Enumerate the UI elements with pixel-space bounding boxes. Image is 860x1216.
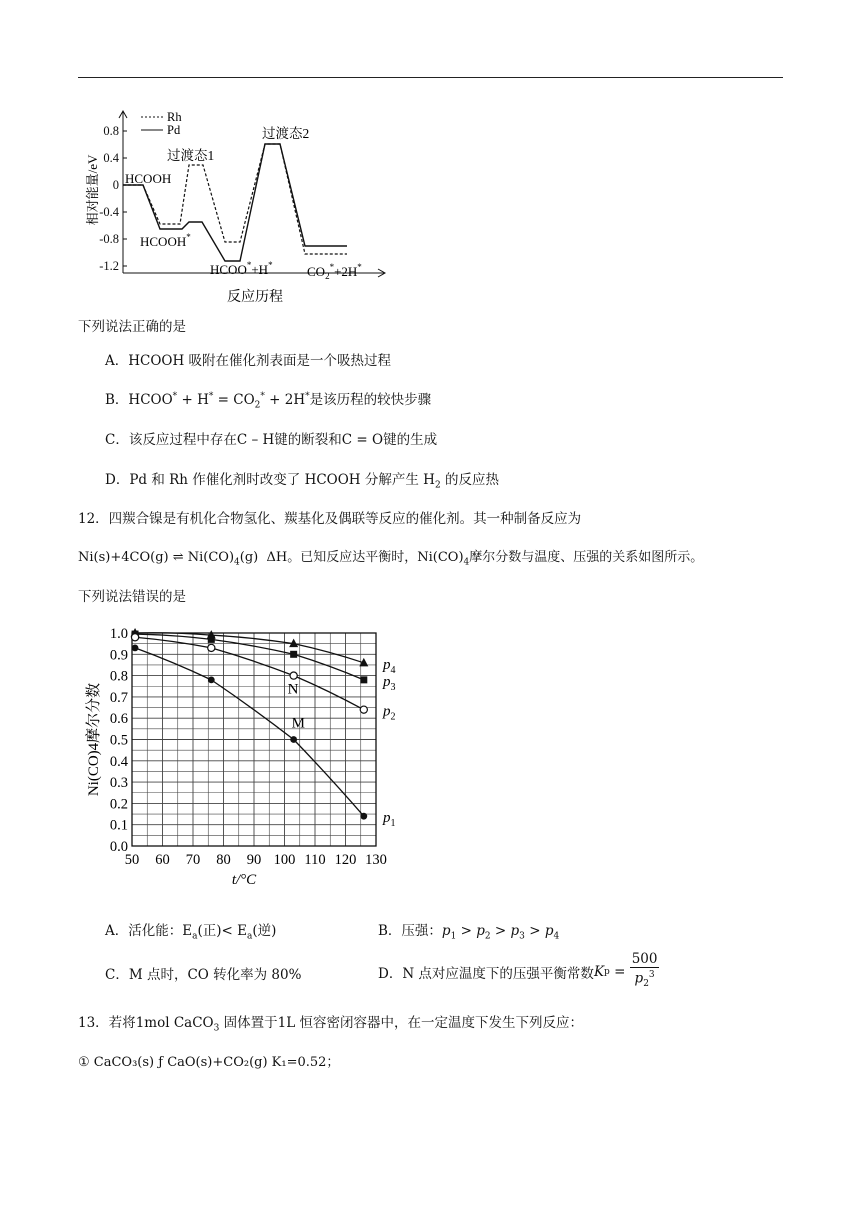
point-p3 — [360, 676, 367, 683]
label-co2-2h: $CO_2^*+2H^*$ — [307, 262, 362, 281]
q11-c-part3: 键的生成 — [383, 432, 438, 448]
point-p2 — [208, 644, 215, 651]
x-tick-label: 130 — [365, 852, 387, 868]
q12-d-part1: D．N 点对应温度下的压强平衡常数 — [378, 966, 594, 983]
q11-stem: 下列说法正确的是 — [78, 319, 186, 335]
q11-c-part1: C．该反应过程中存在 — [105, 432, 237, 448]
y-tick-label: 0.1 — [109, 817, 128, 834]
series-label-p4: $p_4$ — [383, 656, 396, 676]
q13-part2: 固体置于 — [223, 1015, 278, 1031]
series-line-p1 — [135, 648, 364, 816]
label-ts2: 过渡态2 — [262, 126, 310, 141]
q12-option-b[interactable]: B．压强：$p_1 > p_2 > p_3 > p_4$ — [378, 923, 560, 942]
q13-part1: 13．若将 — [78, 1015, 136, 1031]
ytick-neg0.4: -0.4 — [99, 205, 119, 219]
point-p2 — [360, 706, 367, 713]
q12-option-a[interactable]: A．活化能：$E_a$(正)< $E_a$(逆) — [105, 923, 277, 942]
ytick-0.8: 0.8 — [103, 124, 119, 138]
x-tick-label: 50 — [124, 852, 140, 868]
q11-option-a[interactable]: A．HCOOH 吸附在催化剂表面是一个吸热过程 — [105, 353, 392, 369]
point-p1 — [360, 813, 367, 820]
q11-option-c[interactable]: C．该反应过程中存在C – H键的断裂和C = O键的生成 — [105, 432, 438, 448]
x-tick-label: 100 — [273, 852, 296, 868]
point-p1 — [132, 645, 139, 652]
annotation-N: N — [287, 681, 299, 698]
y-tick-label: 1.0 — [109, 626, 128, 642]
point-p3 — [208, 636, 215, 643]
y-axis-label: Ni(CO)4摩尔分数 — [86, 682, 102, 797]
y-tick-label: 0.4 — [109, 753, 128, 770]
q12-line2: Ni(s)+4CO(g) ⇌ $Ni(CO)_4(g)$ ΔH。已知反应达平衡时，$Ni(CO)_4$摩尔分数与温度、压强的关系如图所示。 — [78, 550, 704, 568]
ytick-0: 0 — [112, 178, 119, 192]
q12-option-d[interactable]: D．N 点对应温度下的压强平衡常数Kp = $\frac{500}{p_2^3}$ — [378, 951, 658, 990]
label-hcoo-h: HCOO*+H* — [210, 260, 273, 277]
point-p2 — [290, 672, 297, 679]
y-tick-label: 0.7 — [109, 689, 128, 706]
label-hcooh: HCOOH — [125, 171, 172, 186]
y-tick-label: 0.6 — [109, 711, 128, 728]
series-line-p4 — [135, 633, 364, 663]
point-p2 — [131, 634, 138, 641]
annotation-M: M — [291, 715, 305, 732]
kp-numerator: 500 — [631, 951, 658, 967]
q12-line2-end: 摩尔分数与温度、压强的关系如图所示。 — [469, 550, 704, 565]
q13-line1: 13．若将1mol CaCO$_3$ 固体置于1L 恒容密闭容器中，在一定温度下发生下列反应： — [78, 1015, 583, 1034]
label-ts1: 过渡态1 — [167, 148, 215, 163]
energy-ylabel: 相对能量/eV — [85, 154, 100, 226]
energy-xlabel: 反应历程 — [227, 290, 283, 305]
label-hcooh-ads: HCOOH* — [140, 232, 191, 249]
q12-stem: 下列说法错误的是 — [78, 589, 186, 605]
q11-c-part2: 键的断裂和 — [274, 432, 342, 448]
q11-option-b[interactable]: B．HCOO* + $H^* = CO_2^* + 2H^*$是该历程的较快步骤 — [105, 391, 432, 411]
series-label-p2: $p_2$ — [383, 703, 396, 723]
ytick-neg1.2: -1.2 — [99, 259, 119, 273]
point-p1 — [208, 676, 215, 683]
y-tick-label: 0.8 — [109, 668, 128, 685]
point-p3 — [290, 651, 297, 658]
series-label-p3: $p_3$ — [383, 673, 396, 693]
x-tick-label: 80 — [216, 852, 231, 868]
q12-line1: 12．四羰合镍是有机化合物氢化、羰基化及偶联等反应的催化剂。其一种制备反应为 — [78, 511, 582, 527]
mole-fraction-chart — [80, 622, 410, 892]
x-tick-label: 90 — [246, 852, 262, 868]
header-rule — [78, 77, 783, 78]
y-tick-label: 0.5 — [109, 732, 128, 749]
q13-reaction1: ① CaCO₃(s) ƒ CaO(s)+CO₂(g) K₁=0.52； — [78, 1055, 340, 1070]
x-tick-label: 70 — [185, 852, 201, 868]
y-tick-label: 0.0 — [109, 839, 128, 855]
ytick-neg0.8: -0.8 — [99, 232, 119, 246]
series-line-p2 — [135, 637, 364, 709]
point-p1 — [290, 736, 297, 743]
ytick-0.4: 0.4 — [103, 151, 119, 165]
x-tick-label: 120 — [334, 852, 357, 868]
q12-b-part1: B．压强： — [378, 923, 442, 939]
y-tick-label: 0.2 — [109, 796, 128, 813]
q11-option-d[interactable]: D．Pd 和 Rh 作催化剂时改变了 HCOOH 分解产生 $H_2$ 的反应热 — [105, 472, 499, 491]
energy-diagram — [85, 108, 405, 308]
x-axis-label: t/°C — [231, 872, 257, 888]
q11-b-suffix: 是该历程的较快步骤 — [309, 392, 432, 408]
series-label-p1: $p_1$ — [383, 810, 396, 830]
q12-line2-mid: 。已知反应达平衡时， — [287, 550, 418, 565]
y-tick-label: 0.9 — [109, 647, 128, 664]
q11-b-prefix: B． — [105, 392, 129, 408]
q11-d-part2: 的反应热 — [444, 472, 499, 488]
y-tick-label: 0.3 — [109, 775, 128, 792]
q11-d-part1: D．Pd 和 Rh 作催化剂时改变了 HCOOH 分解产生 — [105, 472, 419, 488]
q12-a-part1: A．活化能： — [105, 923, 183, 939]
legend-pd: Pd — [167, 123, 181, 137]
q13-part3: 恒容密闭容器中，在一定温度下发生下列反应： — [299, 1015, 583, 1031]
q12-option-c[interactable]: C．M 点时，CO 转化率为 80% — [105, 967, 302, 983]
x-tick-label: 110 — [304, 852, 326, 868]
x-tick-label: 60 — [155, 852, 170, 868]
legend-rh: Rh — [167, 110, 182, 124]
